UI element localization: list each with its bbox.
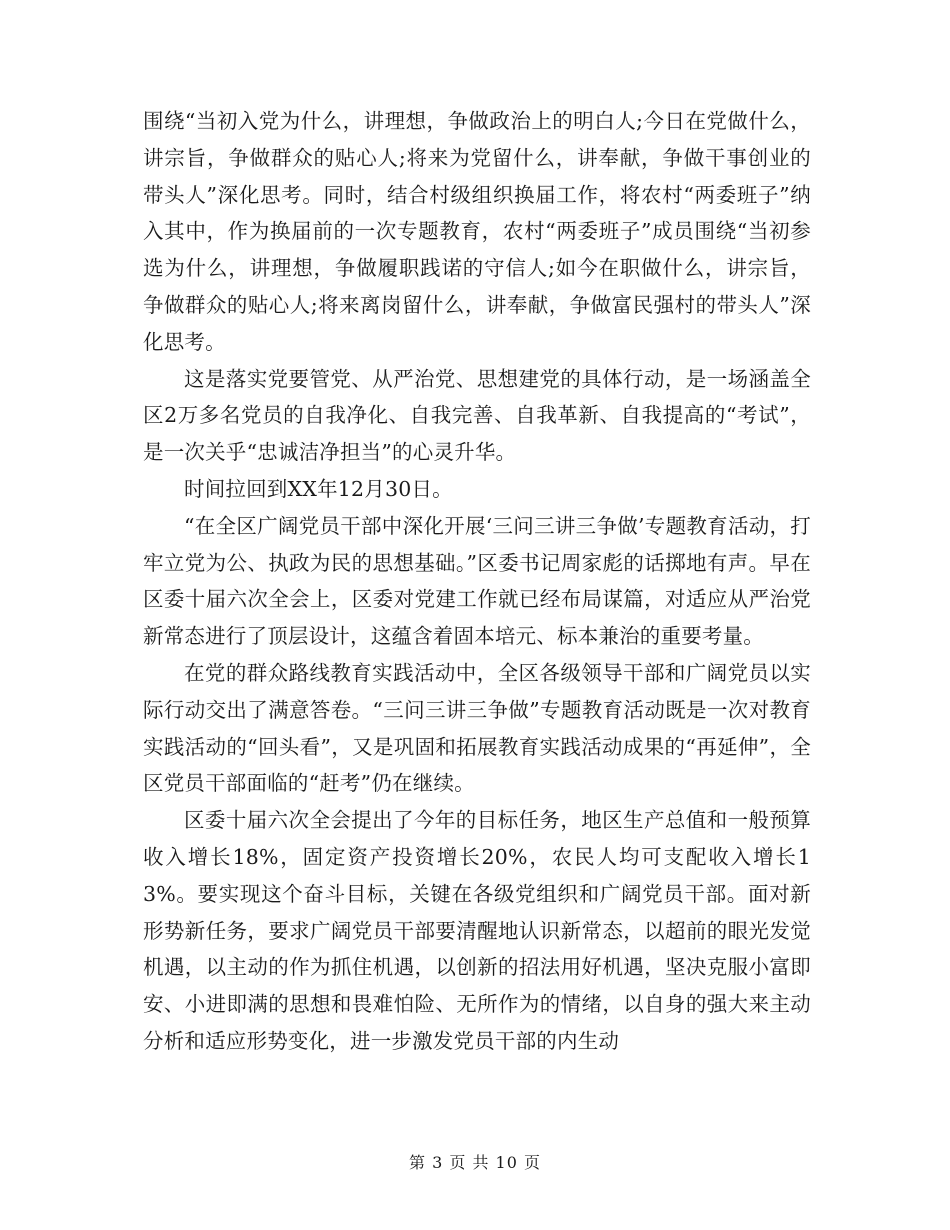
- paragraph-2: 这是落实党要管党、从严治党、思想建党的具体行动，是一场涵盖全区2万多名党员的自我净化、自我完善、自我革新、自我提高的“考试”，是一次关乎“忠诚洁净担当”的心灵升华。: [143, 366, 811, 465]
- paragraph-3: 时间拉回到XX年12月30日。: [184, 476, 453, 501]
- page-number-footer: 第 3 页 共 10 页: [409, 1153, 541, 1172]
- document-body: [143, 103, 811, 1060]
- paragraph-6: 区委十届六次全会提出了今年的目标任务，地区生产总值和一般预算收入增长18%，固定资产投资增长20%，农民人均可支配收入增长13%。要实现这个奋斗目标，关键在各级党组织和广阔党员干部。面对新形势新任务，要求广阔党员干部要清醒地认识新常态，以超前的眼光发觉机遇，以主动的作为抓住机遇，以创新的招法用好机遇，坚决克服小富即安、小进即满的思想和畏难怕险、无所作为的情绪，以自身的强大来主动分析和适应形势变化，进一步激发党员干部的内生动: [143, 808, 811, 1053]
- paragraph-1: 围绕“当初入党为什么，讲理想，争做政治上的明白人;今日在党做什么，讲宗旨，争做群众的贴心人;将来为党留什么，讲奉献，争做干事创业的带头人”深化思考。同时，结合村级组织换届工作，将农村“两委班子”纳入其中，作为换届前的一次专题教育，农村“两委班子”成员围绕“当初参选为什么，讲理想，争做履职践诺的守信人;如今在职做什么，讲宗旨，争做群众的贴心人;将来离岗留什么，讲奉献，争做富民强村的带头人”深化思考。: [143, 109, 811, 354]
- paragraph-4: “在全区广阔党员干部中深化开展‘三问三讲三争做’专题教育活动，打牢立党为公、执政为民的思想基础。”区委书记周家彪的话掷地有声。早在区委十届六次全会上，区委对党建工作就已经布局谋篇，对适应从严治党新常态进行了顶层设计，这蕴含着固本培元、标本兼治的重要考量。: [143, 513, 811, 649]
- paragraph-5: 在党的群众路线教育实践活动中，全区各级领导干部和广阔党员以实际行动交出了满意答卷。“三问三讲三争做”专题教育活动既是一次对教育实践活动的“回头看”，又是巩固和拓展教育实践活动成果的“再延伸”，全区党员干部面临的“赶考”仍在继续。: [143, 660, 811, 796]
